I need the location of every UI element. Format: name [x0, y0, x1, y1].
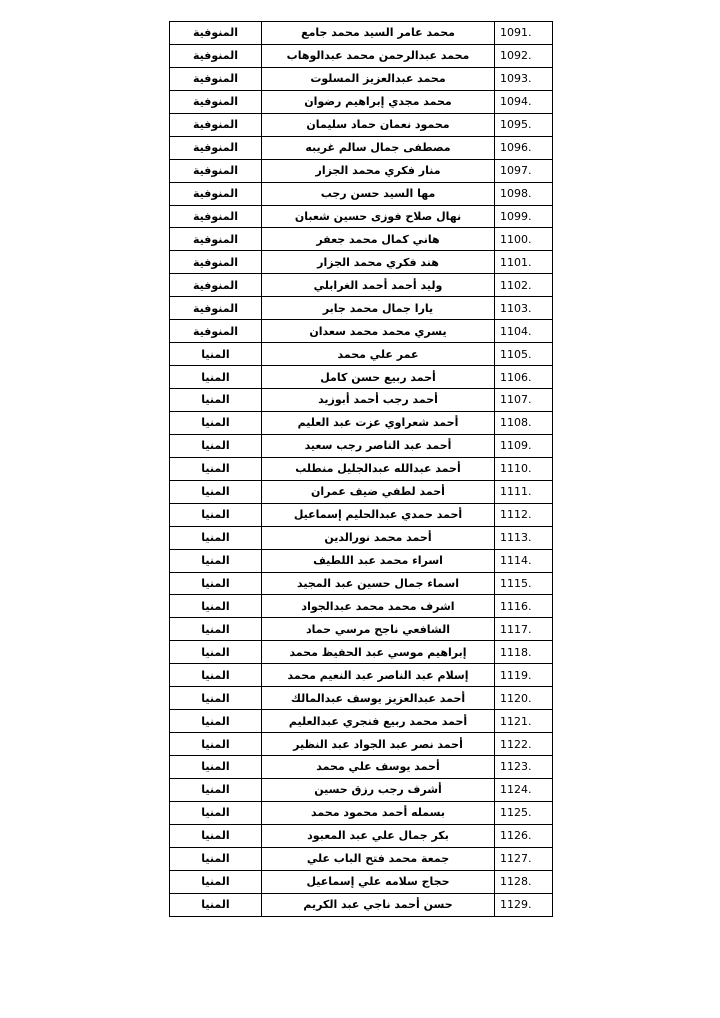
names-table — [169, 21, 553, 917]
governorate: المنيا — [170, 641, 262, 664]
row-number: 1097. — [495, 159, 553, 182]
governorate: المنيا — [170, 572, 262, 595]
table-row — [170, 526, 553, 549]
row-number: 1120. — [495, 687, 553, 710]
governorate: المنيا — [170, 893, 262, 916]
row-number: 1125. — [495, 801, 553, 824]
governorate: المنيا — [170, 343, 262, 366]
table-row — [170, 549, 553, 572]
table-row — [170, 366, 553, 389]
person-name: أحمد محمد نورالدين — [262, 526, 495, 549]
person-name: أحمد عبد الناصر رجب سعيد — [262, 434, 495, 457]
row-number: 1100. — [495, 228, 553, 251]
person-name: حسن أحمد ناجي عبد الكريم — [262, 893, 495, 916]
governorate: المنيا — [170, 847, 262, 870]
table-row — [170, 457, 553, 480]
table-row — [170, 44, 553, 67]
row-number: 1112. — [495, 503, 553, 526]
table-row — [170, 251, 553, 274]
row-number: 1124. — [495, 778, 553, 801]
table-row — [170, 733, 553, 756]
person-name: إسلام عبد الناصر عبد النعيم محمد — [262, 664, 495, 687]
table-row — [170, 389, 553, 412]
row-number: 1116. — [495, 595, 553, 618]
row-number: 1107. — [495, 389, 553, 412]
row-number: 1098. — [495, 182, 553, 205]
row-number: 1109. — [495, 434, 553, 457]
row-number: 1113. — [495, 526, 553, 549]
person-name: اشرف محمد محمد عبدالجواد — [262, 595, 495, 618]
table-row — [170, 870, 553, 893]
person-name: أحمد نصر عبد الجواد عبد النظير — [262, 733, 495, 756]
row-number: 1092. — [495, 44, 553, 67]
person-name: حجاج سلامه علي إسماعيل — [262, 870, 495, 893]
table-row — [170, 22, 553, 45]
row-number: 1127. — [495, 847, 553, 870]
person-name: نهال صلاح فوزى حسين شعبان — [262, 205, 495, 228]
row-number: 1128. — [495, 870, 553, 893]
table-row — [170, 687, 553, 710]
table-row — [170, 480, 553, 503]
row-number: 1105. — [495, 343, 553, 366]
row-number: 1121. — [495, 710, 553, 733]
table-row — [170, 159, 553, 182]
governorate: المنوفية — [170, 228, 262, 251]
table-row — [170, 136, 553, 159]
governorate: المنيا — [170, 389, 262, 412]
governorate: المنيا — [170, 457, 262, 480]
row-number: 1122. — [495, 733, 553, 756]
governorate: المنوفية — [170, 159, 262, 182]
table-row — [170, 274, 553, 297]
governorate: المنيا — [170, 480, 262, 503]
governorate: المنيا — [170, 778, 262, 801]
table-row — [170, 847, 553, 870]
row-number: 1118. — [495, 641, 553, 664]
table-row — [170, 228, 553, 251]
row-number: 1095. — [495, 113, 553, 136]
person-name: يارا جمال محمد جابر — [262, 297, 495, 320]
governorate: المنيا — [170, 687, 262, 710]
governorate: المنيا — [170, 733, 262, 756]
table-row — [170, 710, 553, 733]
table-row — [170, 595, 553, 618]
table-row — [170, 778, 553, 801]
governorate: المنيا — [170, 618, 262, 641]
governorate: المنيا — [170, 756, 262, 779]
table-row — [170, 113, 553, 136]
row-number: 1114. — [495, 549, 553, 572]
table-row — [170, 320, 553, 343]
row-number: 1094. — [495, 90, 553, 113]
table-row — [170, 824, 553, 847]
person-name: مصطفى جمال سالم غريبه — [262, 136, 495, 159]
person-name: هند فكري محمد الجزار — [262, 251, 495, 274]
governorate: المنيا — [170, 434, 262, 457]
person-name: محمد عبدالعزيز المسلوت — [262, 67, 495, 90]
person-name: هاني كمال محمد جعفر — [262, 228, 495, 251]
person-name: أحمد محمد ربيع فنجري عبدالعليم — [262, 710, 495, 733]
person-name: اسماء جمال حسين عبد المجيد — [262, 572, 495, 595]
governorate: المنوفية — [170, 297, 262, 320]
governorate: المنوفية — [170, 113, 262, 136]
person-name: الشافعي ناجح مرسي حماد — [262, 618, 495, 641]
governorate: المنيا — [170, 664, 262, 687]
row-number: 1102. — [495, 274, 553, 297]
governorate: المنيا — [170, 526, 262, 549]
governorate: المنوفية — [170, 90, 262, 113]
names-table-body — [170, 22, 553, 917]
governorate: المنوفية — [170, 251, 262, 274]
table-row — [170, 434, 553, 457]
row-number: 1115. — [495, 572, 553, 595]
person-name: بكر جمال علي عبد المعبود — [262, 824, 495, 847]
table-row — [170, 572, 553, 595]
governorate: المنيا — [170, 595, 262, 618]
table-row — [170, 67, 553, 90]
person-name: منار فكري محمد الجزار — [262, 159, 495, 182]
table-row — [170, 182, 553, 205]
person-name: مها السيد حسن رجب — [262, 182, 495, 205]
row-number: 1093. — [495, 67, 553, 90]
row-number: 1104. — [495, 320, 553, 343]
table-row — [170, 664, 553, 687]
table-row — [170, 641, 553, 664]
row-number: 1123. — [495, 756, 553, 779]
governorate: المنيا — [170, 710, 262, 733]
governorate: المنيا — [170, 503, 262, 526]
person-name: أحمد عبدالعزيز يوسف عبدالمالك — [262, 687, 495, 710]
governorate: المنيا — [170, 824, 262, 847]
person-name: بسمله أحمد محمود محمد — [262, 801, 495, 824]
row-number: 1091. — [495, 22, 553, 45]
governorate: المنوفية — [170, 44, 262, 67]
governorate: المنيا — [170, 366, 262, 389]
governorate: المنوفية — [170, 205, 262, 228]
table-row — [170, 503, 553, 526]
person-name: محمد عبدالرحمن محمد عبدالوهاب — [262, 44, 495, 67]
governorate: المنوفية — [170, 274, 262, 297]
row-number: 1129. — [495, 893, 553, 916]
row-number: 1096. — [495, 136, 553, 159]
row-number: 1106. — [495, 366, 553, 389]
row-number: 1110. — [495, 457, 553, 480]
governorate: المنوفية — [170, 182, 262, 205]
person-name: أحمد شعراوي عزت عبد العليم — [262, 411, 495, 434]
table-row — [170, 205, 553, 228]
person-name: محمد عامر السيد محمد جامع — [262, 22, 495, 45]
person-name: إبراهيم موسي عبد الحفيظ محمد — [262, 641, 495, 664]
person-name: أحمد ربيع حسن كامل — [262, 366, 495, 389]
person-name: عمر علي محمد — [262, 343, 495, 366]
row-number: 1108. — [495, 411, 553, 434]
governorate: المنيا — [170, 801, 262, 824]
governorate: المنيا — [170, 411, 262, 434]
row-number: 1099. — [495, 205, 553, 228]
table-row — [170, 801, 553, 824]
row-number: 1119. — [495, 664, 553, 687]
row-number: 1101. — [495, 251, 553, 274]
governorate: المنوفية — [170, 67, 262, 90]
person-name: يسري محمد محمد سعدان — [262, 320, 495, 343]
governorate: المنوفية — [170, 136, 262, 159]
person-name: وليد أحمد أحمد الغرابلي — [262, 274, 495, 297]
table-row — [170, 411, 553, 434]
governorate: المنوفية — [170, 22, 262, 45]
table-row — [170, 618, 553, 641]
row-number: 1117. — [495, 618, 553, 641]
person-name: أحمد حمدي عبدالحليم إسماعيل — [262, 503, 495, 526]
person-name: أحمد رجب أحمد أبوزيد — [262, 389, 495, 412]
person-name: أحمد لطفي ضيف عمران — [262, 480, 495, 503]
person-name: محمد مجدي إبراهيم رضوان — [262, 90, 495, 113]
person-name: أشرف رجب رزق حسين — [262, 778, 495, 801]
row-number: 1103. — [495, 297, 553, 320]
row-number: 1111. — [495, 480, 553, 503]
table-row — [170, 343, 553, 366]
person-name: أحمد يوسف علي محمد — [262, 756, 495, 779]
table-row — [170, 90, 553, 113]
governorate: المنيا — [170, 549, 262, 572]
person-name: اسراء محمد عبد اللطيف — [262, 549, 495, 572]
governorate: المنوفية — [170, 320, 262, 343]
person-name: جمعة محمد فتح الباب علي — [262, 847, 495, 870]
person-name: محمود نعمان حماد سليمان — [262, 113, 495, 136]
table-row — [170, 297, 553, 320]
person-name: أحمد عبدالله عبدالجليل منطلب — [262, 457, 495, 480]
table-row — [170, 756, 553, 779]
row-number: 1126. — [495, 824, 553, 847]
governorate: المنيا — [170, 870, 262, 893]
table-row — [170, 893, 553, 916]
